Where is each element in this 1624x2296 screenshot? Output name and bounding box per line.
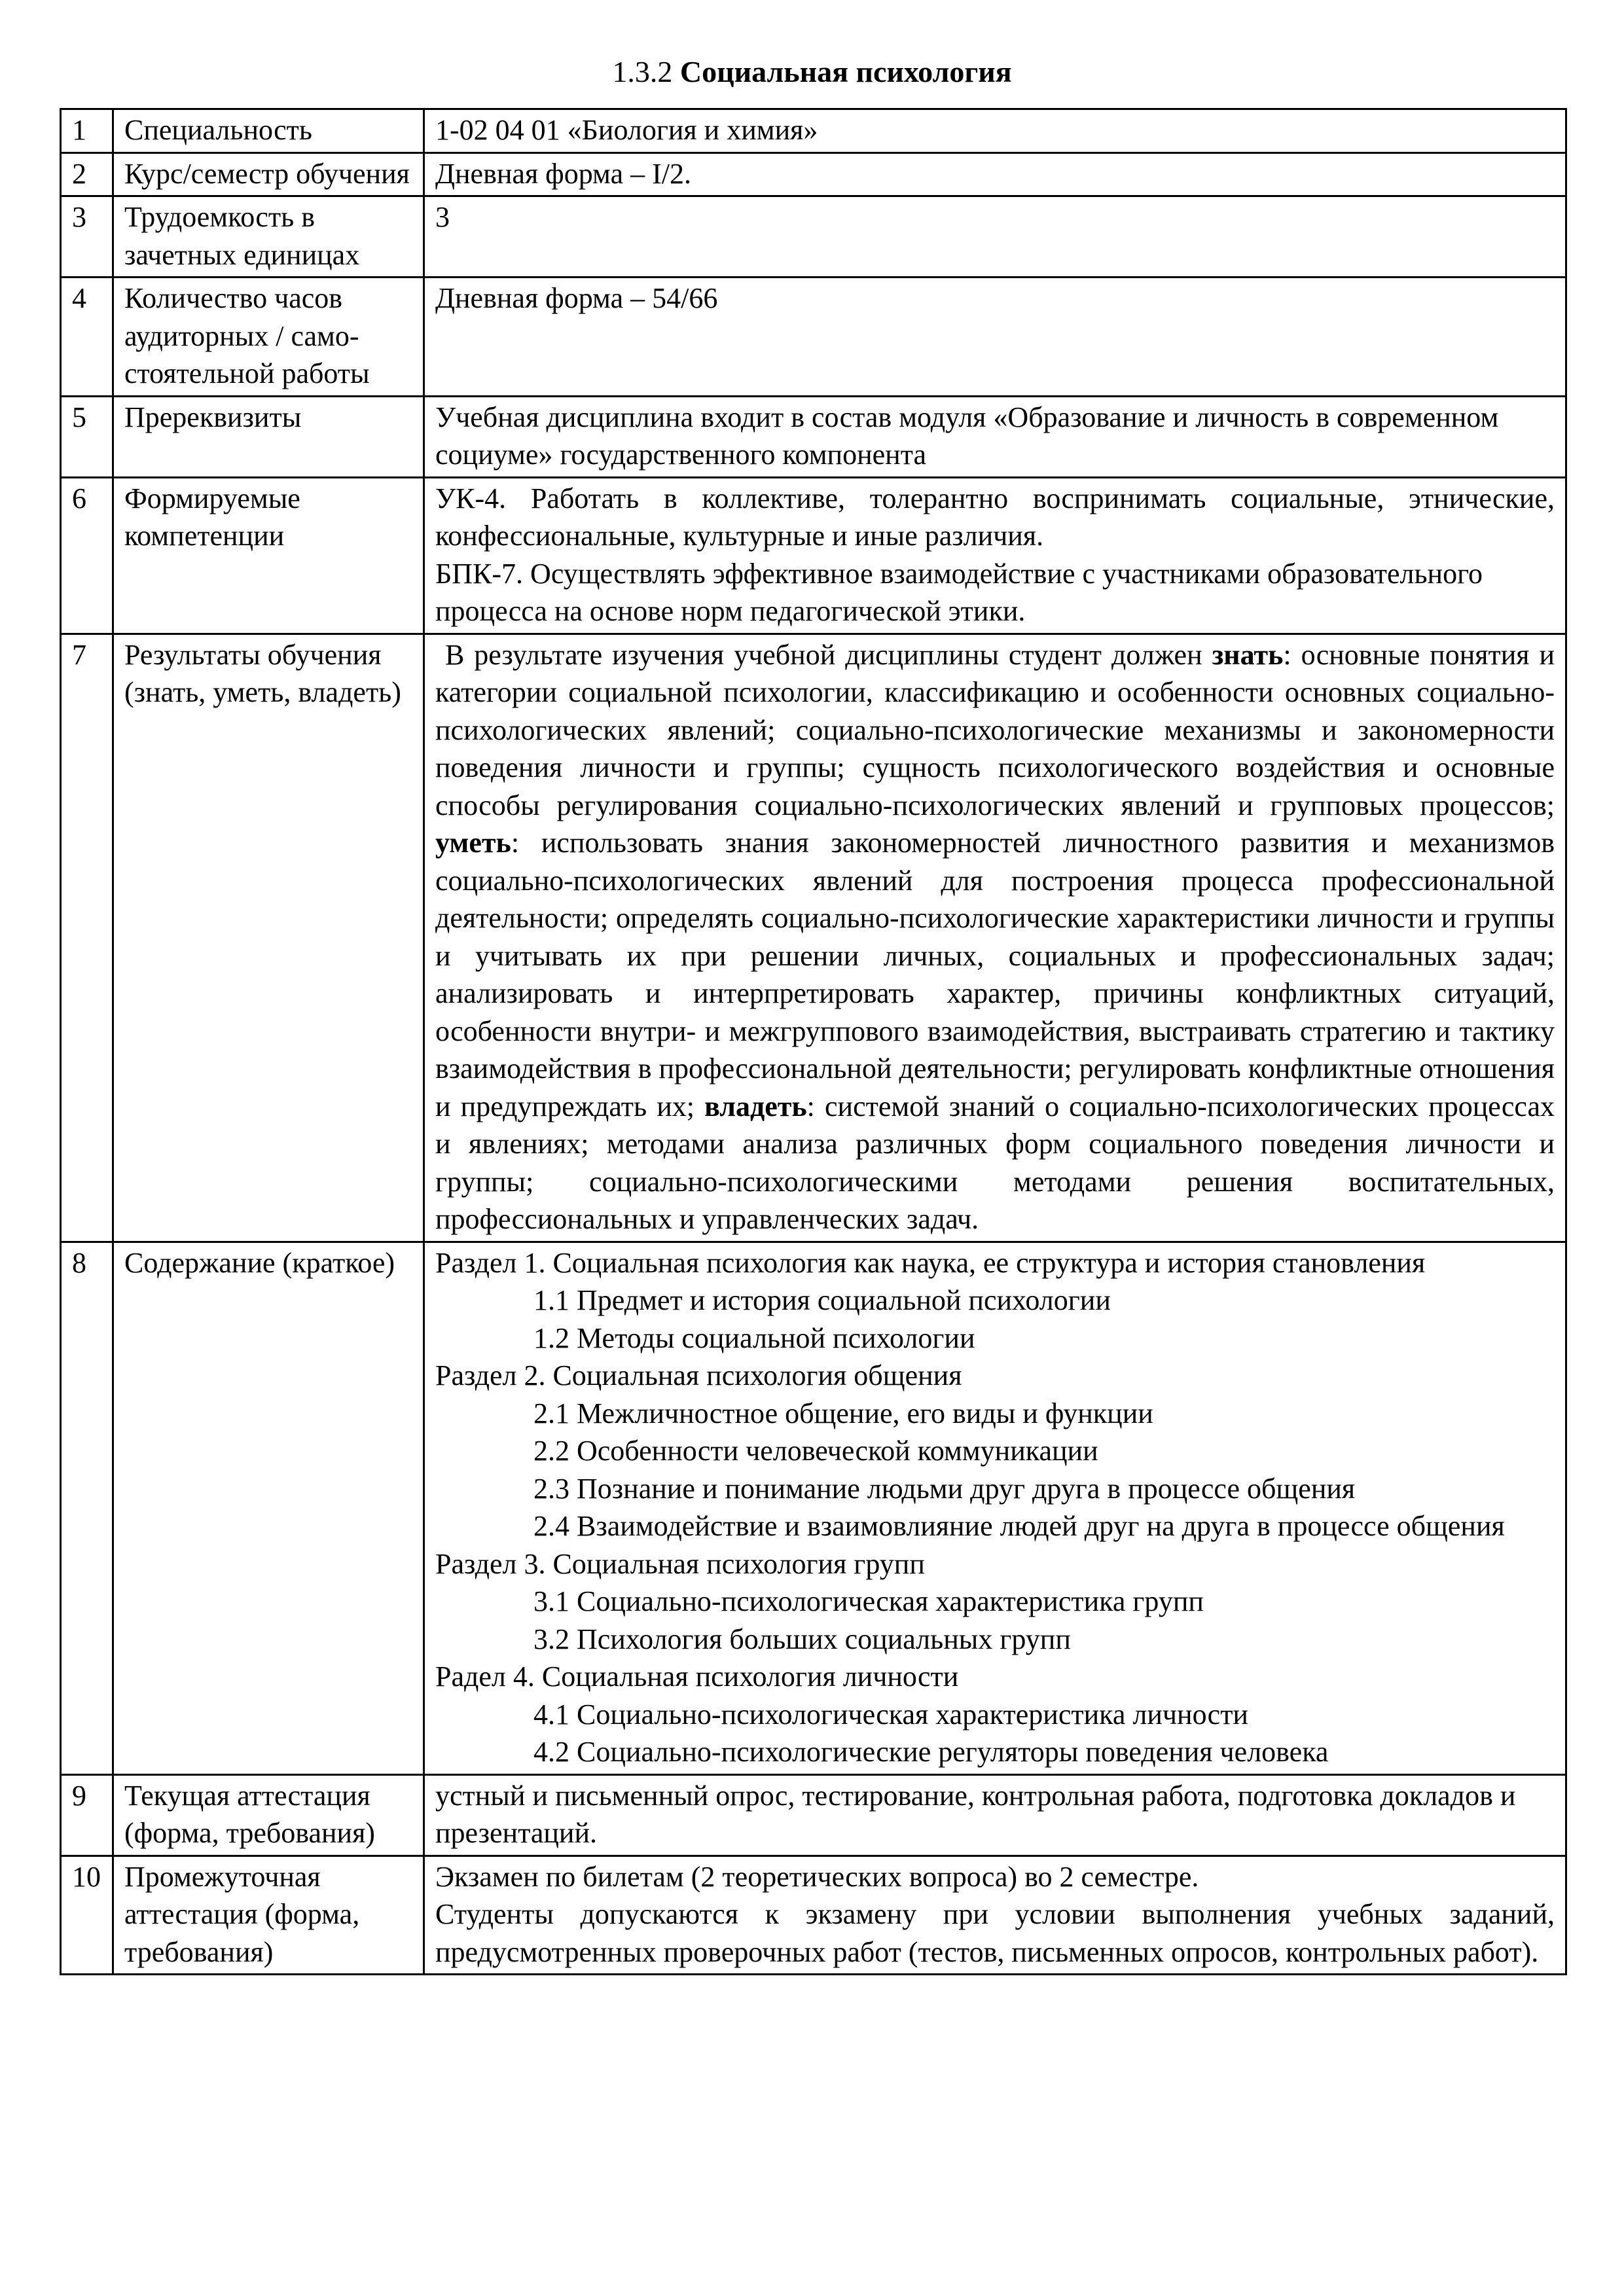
row-label: Результаты обучения (знать, уметь, владеть): [113, 634, 424, 1242]
content-subsection: 4.2 Социально-психологические регуляторы поведения человека: [533, 1736, 1329, 1768]
row-value: устный и письменный опрос, тестирование, контрольная работа, подготовка докладов и презентаций.: [424, 1774, 1566, 1856]
table-row: [61, 152, 1566, 196]
row-value: Дневная форма – 54/66: [424, 278, 1566, 397]
row-number: 3: [61, 196, 113, 278]
outcomes-intro: В результате изучения учебной дисциплины студент должен: [444, 638, 1202, 671]
learning-outcomes-cell: [424, 634, 1566, 1242]
table-row: [61, 109, 1566, 153]
content-subsection: 1.2 Методы социальной психологии: [533, 1321, 975, 1354]
discipline-table: [60, 108, 1567, 1975]
know-text: : основные понятия и категории социальной психологии, классификацию и особенности основных социально-психологических явлений; социально-психологические механизмы и закономерности поведения личности и группы; сущность психологического воздействия и основные способы регулирования социально-психологических явлений и групповых процессов;: [435, 638, 1555, 821]
content-subsection: 2.4 Взаимодействие и взаимовлияние людей друг на друга в процессе общения: [533, 1510, 1505, 1542]
table-row: [61, 1774, 1566, 1856]
row-number: 10: [61, 1856, 113, 1975]
table-row: [61, 396, 1566, 477]
content-section: Раздел 3. Социальная психология групп: [435, 1547, 925, 1580]
know-keyword: знать: [1212, 638, 1284, 671]
competence-uk4: УК-4. Работать в коллективе, толерантно воспринимать социальные, этнические, конфессиональные, культурные и иные различия.: [435, 482, 1555, 552]
row-label: Курс/семестр обучения: [113, 152, 424, 196]
row-label: Количество часов аудиторных / само-стоятельной работы: [113, 278, 424, 397]
competence-bpk7: БПК-7. Осуществлять эффективное взаимодействие с участниками образовательного процесса на основе норм педагогической этики.: [435, 557, 1483, 627]
row-label: Промежуточная аттестация (форма, требования): [113, 1856, 424, 1975]
row-value: Учебная дисциплина входит в состав модуля «Образование и личность в современном социуме» государственного компонента: [424, 396, 1566, 477]
content-subsection: 3.1 Социально-психологическая характеристика групп: [533, 1585, 1204, 1617]
competences-cell: [424, 477, 1566, 634]
table-row: [61, 477, 1566, 634]
row-number: 8: [61, 1242, 113, 1774]
row-number: 2: [61, 152, 113, 196]
content-subsection: 3.2 Психология больших социальных групп: [533, 1623, 1071, 1655]
table-row: [61, 1242, 1566, 1774]
content-section: Раздел 1. Социальная психология как наука, ее структура и история становления: [435, 1246, 1426, 1279]
row-number: 7: [61, 634, 113, 1242]
section-name: Социальная психология: [679, 55, 1012, 88]
row-label: Трудоемкость в зачетных единицах: [113, 196, 424, 278]
can-keyword: уметь: [435, 827, 511, 859]
row-label: Содержание (краткое): [113, 1242, 424, 1774]
row-number: 9: [61, 1774, 113, 1856]
own-keyword: владеть: [704, 1090, 807, 1122]
content-subsection: 2.1 Межличностное общение, его виды и функции: [533, 1397, 1153, 1429]
row-value: Дневная форма – I/2.: [424, 152, 1566, 196]
row-label: Текущая аттестация (форма, требования): [113, 1774, 424, 1856]
table-row: [61, 1856, 1566, 1975]
content-cell: [424, 1242, 1566, 1774]
row-number: 1: [61, 109, 113, 153]
row-value: 3: [424, 196, 1566, 278]
own-text: : системой знаний о социально-психологических процессах и явлениях; методами анализа различных форм социального поведения личности и группы; социально-психологическими методами решения воспитательных, профессиональных и управленческих задач.: [435, 1090, 1555, 1235]
content-section: Раздел 2. Социальная психология общения: [435, 1359, 962, 1391]
attestation-cell: [424, 1856, 1566, 1975]
admission-text: Студенты допускаются к экзамену при условии выполнения учебных заданий, предусмотренных проверочных работ (тестов, письменных опросов, контрольных работ).: [435, 1898, 1555, 1968]
row-number: 6: [61, 477, 113, 634]
row-label: Формируемые компетенции: [113, 477, 424, 634]
row-label: Пререквизиты: [113, 396, 424, 477]
content-subsection: 1.1 Предмет и история социальной психологии: [533, 1284, 1111, 1316]
table-row: [61, 634, 1566, 1242]
row-label: Специальность: [113, 109, 424, 153]
content-subsection: 2.3 Познание и понимание людьми друг друга в процессе общения: [533, 1472, 1356, 1505]
table-row: [61, 196, 1566, 278]
row-number: 5: [61, 396, 113, 477]
exam-text: Экзамен по билетам (2 теоретических вопроса) во 2 семестре.: [435, 1860, 1199, 1893]
content-subsection: 4.1 Социально-психологическая характеристика личности: [533, 1698, 1248, 1731]
content-section: Радел 4. Социальная психология личности: [435, 1660, 959, 1693]
section-number: 1.3.2: [612, 55, 673, 88]
content-subsection: 2.2 Особенности человеческой коммуникации: [533, 1435, 1098, 1467]
can-text: : использовать знания закономерностей личностного развития и механизмов социально-психологических явлений для построения процесса профессиональной деятельности; определять социально-психологические характеристики личности и группы и учитывать их при решении личных, социальных и профессиональных задач; анализировать и интерпретировать характер, причины конфликтных ситуаций, особенности внутри- и межгруппового взаимодействия, выстраивать стратегию и тактику взаимодействия в профессиональной деятельности; регулировать конфликтные отношения и предупреждать их;: [435, 827, 1555, 1122]
row-number: 4: [61, 278, 113, 397]
content-list: [435, 1244, 1555, 1771]
table-row: [61, 278, 1566, 397]
row-value: 1-02 04 01 «Биология и химия»: [424, 109, 1566, 153]
page-title: [0, 54, 1624, 90]
